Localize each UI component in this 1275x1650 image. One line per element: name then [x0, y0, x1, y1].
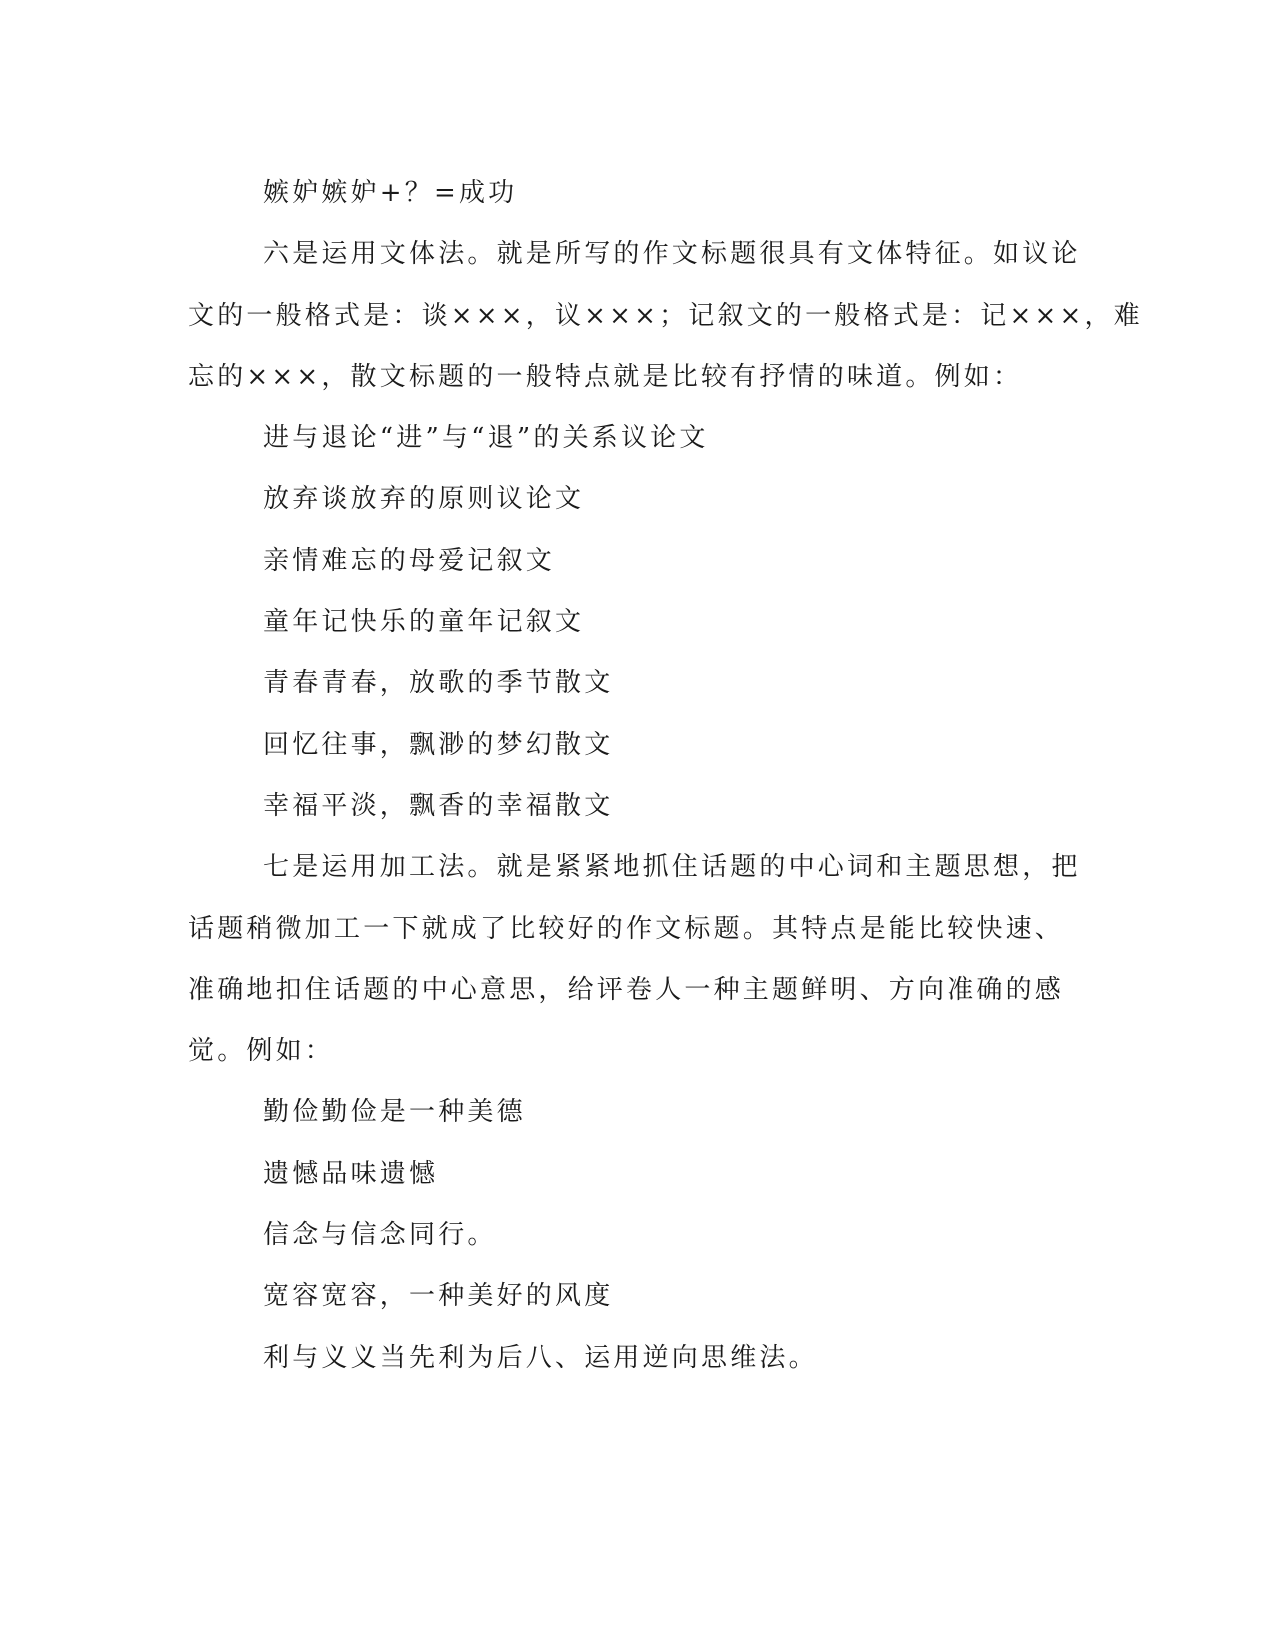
text-line: 忘的×××，散文标题的一般特点就是比较有抒情的味道。例如： — [188, 361, 1023, 392]
text-line: 青春青春，放歌的季节散文 — [263, 668, 614, 699]
text-line: 觉。例如： — [188, 1036, 335, 1067]
text-line: 嫉妒嫉妒+？=成功 — [263, 178, 518, 208]
text-line: 幸福平淡，飘香的幸福散文 — [263, 790, 614, 821]
text-line: 童年记快乐的童年记叙文 — [263, 607, 585, 638]
text-line: 准确地扣住话题的中心意思，给评卷人一种主题鲜明、方向准确的感 — [188, 974, 1065, 1005]
text-line: 进与退论“进”与“退”的关系议论文 — [263, 423, 709, 454]
text-line: 遗憾品味遗憾 — [263, 1158, 439, 1189]
text-line: 六是运用文体法。就是所写的作文标题很具有文体特征。如议论 — [263, 239, 1081, 270]
text-line: 回忆往事，飘渺的梦幻散文 — [263, 729, 614, 760]
text-line: 七是运用加工法。就是紧紧地抓住话题的中心词和主题思想，把 — [263, 852, 1081, 883]
text-line: 亲情难忘的母爱记叙文 — [263, 545, 556, 576]
text-line: 信念与信念同行。 — [263, 1220, 497, 1251]
text-line: 放弃谈放弃的原则议论文 — [263, 484, 585, 515]
text-line: 文的一般格式是：谈×××，议×××；记叙文的一般格式是：记×××，难 — [188, 300, 1143, 331]
text-line: 话题稍微加工一下就成了比较好的作文标题。其特点是能比较快速、 — [188, 913, 1065, 944]
text-line: 利与义义当先利为后八、运用逆向思维法。 — [263, 1342, 818, 1373]
text-line: 勤俭勤俭是一种美德 — [263, 1097, 526, 1128]
text-line: 宽容宽容，一种美好的风度 — [263, 1281, 614, 1312]
document-body — [188, 163, 1143, 1389]
